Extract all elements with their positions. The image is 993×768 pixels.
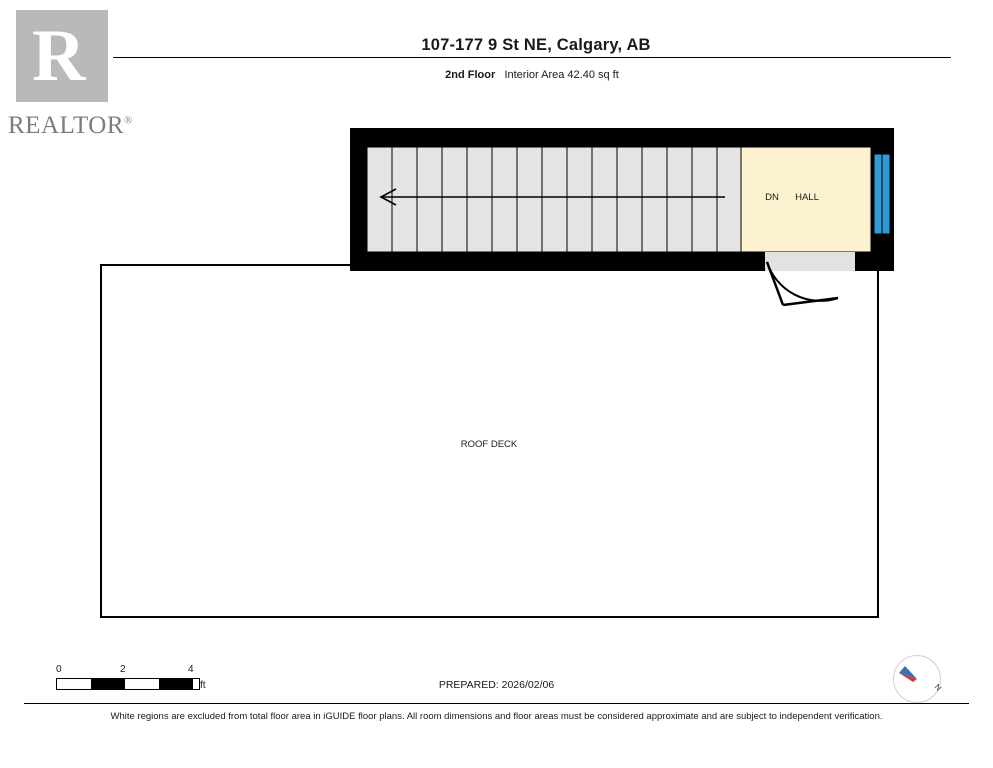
compass-north-label: N	[932, 682, 944, 693]
door-opening	[765, 252, 855, 271]
floor-area: Interior Area 42.40 sq ft	[504, 69, 619, 81]
disclaimer-text: White regions are excluded from total floor area in iGUIDE floor plans. All room dimensions and floor areas must be considered approximate and are subject to independent verification.	[110, 711, 883, 722]
floor-name: 2nd Floor	[445, 69, 496, 81]
room-label-roof-deck: ROOF DECK	[460, 439, 518, 450]
realtor-logo-registered-mark: ®	[124, 114, 133, 127]
room-label-hall: HALL	[795, 192, 819, 203]
scale-tick-0: 0	[56, 664, 62, 675]
compass-ring	[893, 655, 944, 703]
prepared-date: PREPARED: 2026/02/06	[438, 679, 555, 691]
scale-tick-2: 2	[120, 664, 126, 675]
scale-tick-labels	[40, 664, 240, 678]
room-label-dn: DN	[765, 192, 779, 203]
scale-tick-4: 4	[188, 664, 194, 675]
realtor-logo-wordmark-text: REALTOR	[8, 112, 125, 139]
stairs-area	[367, 147, 742, 252]
footer-divider	[24, 703, 969, 704]
realtor-logo-letter: R	[32, 15, 84, 97]
page-title: 107-177 9 St NE, Calgary, AB	[113, 36, 959, 55]
scale-unit-label: ft	[200, 680, 206, 691]
compass-rose	[893, 655, 947, 709]
